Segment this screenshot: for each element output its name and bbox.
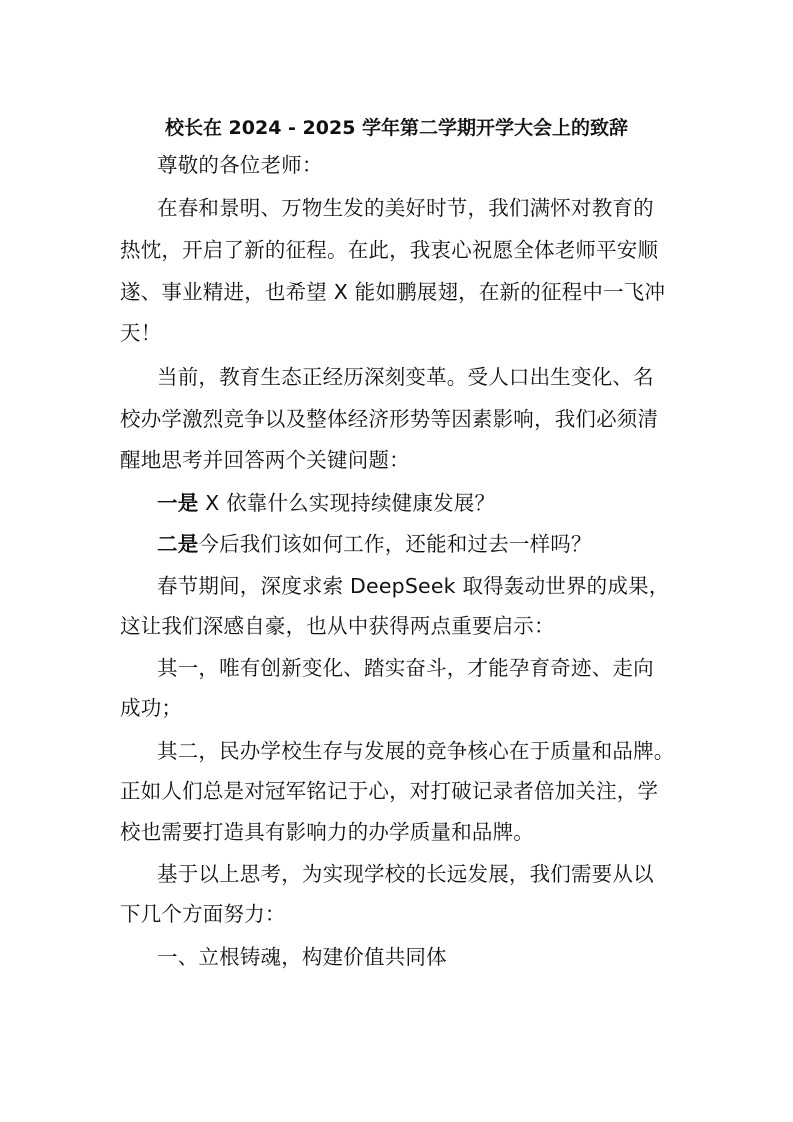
document-title: 校长在 2024 - 2025 学年第二学期开学大会上的致辞 — [164, 117, 629, 139]
bold-lead: 一是 — [157, 491, 199, 515]
line-text: 尊敬的各位老师： — [157, 153, 323, 177]
text-line — [120, 278, 665, 306]
line-text: 正如人们总是对冠军铭记于心，对打破记录者倍加关注，学 — [120, 779, 659, 803]
line-text: 在春和景明、万物生发的美好时节，我们满怀对教育的 — [157, 196, 654, 220]
text-line — [157, 654, 654, 682]
line-text: 下几个方面努力： — [120, 902, 286, 926]
text-line — [120, 446, 410, 474]
text-line — [157, 737, 675, 765]
text-line — [157, 489, 495, 517]
text-line — [157, 860, 654, 888]
text-line — [157, 943, 447, 971]
line-text: 其二，民办学校生存与发展的竞争核心在于质量和品牌。 — [157, 739, 675, 763]
text-line — [157, 363, 654, 391]
text-line — [157, 572, 669, 600]
line-text: 遂、事业精进，也希望 X 能如鹏展翅，在新的征程中一飞冲 — [120, 280, 666, 304]
bold-lead: 二是 — [157, 532, 199, 556]
text-line — [120, 818, 534, 846]
line-text: 一、立根铸魂，构建价值共同体 — [157, 945, 447, 969]
line-text: 这让我们深感自豪，也从中获得两点重要启示： — [120, 614, 555, 638]
text-line — [120, 405, 658, 433]
line-text: 春节期间，深度求索 DeepSeek 取得轰动世界的成果， — [157, 574, 670, 598]
line-text: 校办学激烈竞争以及整体经济形势等因素影响，我们必须清 — [120, 407, 659, 431]
line-text: 醒地思考并回答两个关键问题： — [120, 448, 410, 472]
text-line — [157, 530, 592, 558]
line-text: 其一，唯有创新变化、踏实奋斗，才能孕育奇迹、走向 — [157, 656, 654, 680]
text-line — [157, 194, 654, 222]
line-text: 校也需要打造具有影响力的办学质量和品牌。 — [120, 820, 534, 844]
text-line — [120, 319, 161, 347]
text-line — [120, 900, 286, 928]
line-text: 成功； — [120, 696, 183, 720]
text-line — [157, 151, 323, 179]
text-line — [120, 777, 658, 805]
line-text: 基于以上思考，为实现学校的长远发展，我们需要从以 — [157, 862, 654, 886]
text-line — [120, 694, 182, 722]
line-text: 天！ — [120, 321, 162, 345]
text-line — [120, 612, 555, 640]
line-text: 今后我们该如何工作，还能和过去一样吗？ — [198, 532, 592, 556]
text-line — [120, 236, 658, 264]
line-text: 热忱，开启了新的征程。在此，我衷心祝愿全体老师平安顺 — [120, 238, 659, 262]
line-text: X 依靠什么实现持续健康发展？ — [198, 491, 496, 515]
line-text: 当前，教育生态正经历深刻变革。受人口出生变化、名 — [157, 365, 654, 389]
